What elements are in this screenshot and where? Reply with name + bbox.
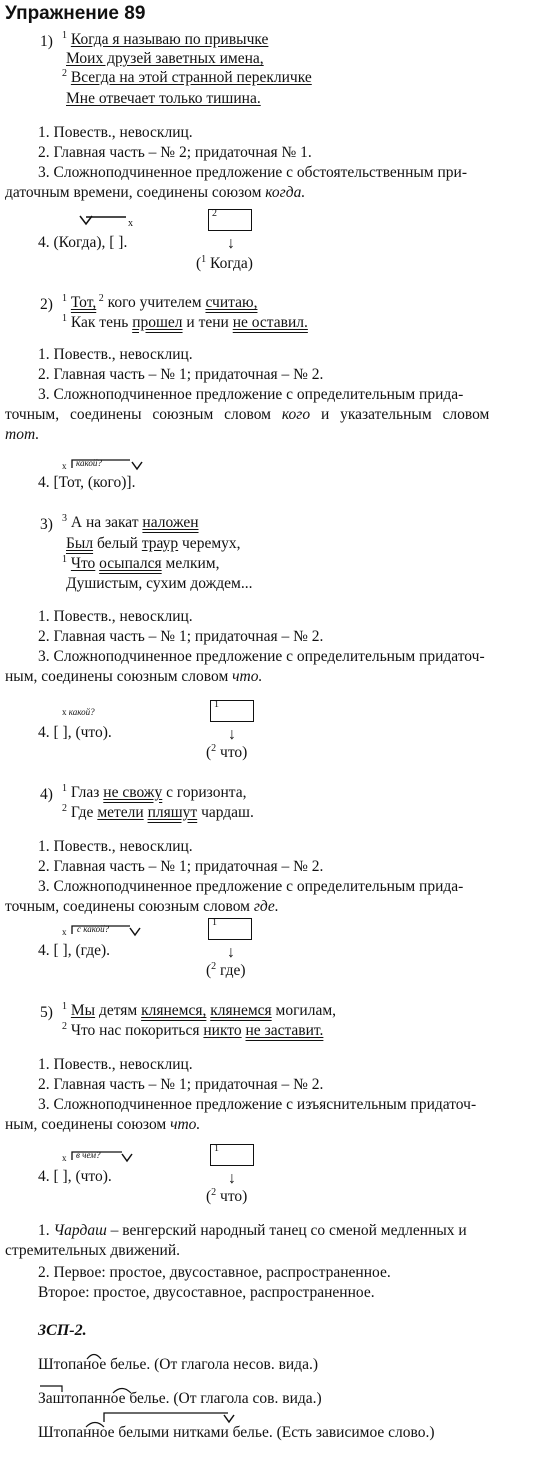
ex3-analysis-4 xyxy=(5,668,262,686)
ex5-analysis-4 xyxy=(5,1116,200,1134)
ex3-question: какой? xyxy=(68,707,95,717)
ex3-analysis-1: 1. Повеств., невосклиц. xyxy=(38,608,193,625)
ex4-down-arrow-icon: ↓ xyxy=(227,944,235,961)
ex5-word-klyanemsya-1: клянемся, xyxy=(141,1002,207,1019)
ex5-word-nikto: никто xyxy=(203,1022,242,1039)
ex1-line-1-text: Когда я называю по привычке xyxy=(70,31,269,48)
ex3-sub-text: что) xyxy=(220,744,248,761)
zsp-line-3: Штопанное белыми нитками белье. (Есть зависимое слово.) xyxy=(38,1424,435,1441)
ex3-text-1: А на закат xyxy=(70,514,139,531)
ex2-scheme: 4. [Тот, (кого)]. xyxy=(38,474,136,491)
ex5-text-3: Что нас покориться xyxy=(70,1022,200,1039)
ex3-number: 3) xyxy=(40,516,53,533)
ex5-sub: ($^2$ что) xyxy=(206,1186,248,1205)
ex5-word-my: Мы xyxy=(70,1002,96,1019)
ex4-text-2: с горизонта, xyxy=(166,784,247,801)
ex5-box xyxy=(210,1144,254,1166)
ex2-text-3: и тени xyxy=(186,314,229,331)
ex3-analysis-4-text: ным, соединены союзным словом xyxy=(5,668,229,685)
ex4-analysis-4-text: точным, соединены союзным словом xyxy=(5,898,250,915)
ex4-question: с какой? xyxy=(77,924,110,934)
svg-text:x: x xyxy=(62,461,67,471)
ex1-sub xyxy=(196,255,253,273)
ex1-box-number: 2 xyxy=(212,208,217,219)
ex1-analysis-4-text: даточным времени, соединены союзом xyxy=(5,184,262,201)
ex1-line-4: Мне отвечает только тишина. xyxy=(66,90,261,107)
ex5-analysis-3: 3. Сложноподчиненное предложение с изъяснительным придаточ- xyxy=(38,1096,477,1113)
ex4-analysis-4 xyxy=(5,898,279,916)
ex3-line-2 xyxy=(66,535,241,553)
ex3-down-arrow-icon: ↓ xyxy=(228,726,236,743)
ex4-text-4: чардаш. xyxy=(201,804,254,821)
ex5-analysis-2: 2. Главная часть – № 1; придаточная – № 2. xyxy=(38,1076,324,1093)
ex2-question: какой? xyxy=(76,458,102,468)
ex1-analysis-1: 1. Повеств., невосклиц. xyxy=(38,124,193,141)
ex2-analysis-2: 2. Главная часть – № 1; придаточная – № 2. xyxy=(38,366,324,383)
ex2-analysis-5 xyxy=(5,426,39,444)
ex4-word-plyashut: пляшут xyxy=(147,804,198,821)
note-2b: Второе: простое, двусоставное, распространенное. xyxy=(38,1284,375,1301)
note-1 xyxy=(38,1222,467,1240)
ex5-word-ne-zastavit: не заставит. xyxy=(245,1022,324,1039)
ex3-text-2: белый xyxy=(96,535,138,552)
ex1-sub-text: Когда) xyxy=(210,255,253,272)
ex1-line-3-text: Всегда на этой странной перекличке xyxy=(70,69,312,86)
ex3-word-byl: Был xyxy=(66,535,94,552)
ex3-chto-italic: что. xyxy=(232,668,263,685)
ex2-word-tot: Тот, xyxy=(70,294,97,311)
ex1-analysis-2: 2. Главная часть – № 2; придаточная № 1. xyxy=(38,144,312,161)
ex4-number: 4) xyxy=(40,786,53,803)
ex2-number: 2) xyxy=(40,296,53,313)
ex1-conj-mark-icon xyxy=(76,214,136,228)
ex4-text-1: Глаз xyxy=(70,784,100,801)
ex2-analysis-1: 1. Повеств., невосклиц. xyxy=(38,346,193,363)
ex3-line-1: $^3$ А на закат наложен xyxy=(62,512,199,531)
ex3-word-osypalsya: осыпался xyxy=(99,555,162,572)
note-1-text: – венгерский народный танец со сменой медленных и xyxy=(110,1222,467,1239)
ex2-line-1: $^1$ Тот, $^2$ кого учителем считаю, xyxy=(62,292,258,311)
ex3-sub: ($^2$ что) xyxy=(206,742,248,761)
ex4-analysis-2: 2. Главная часть – № 1; придаточная – № 2. xyxy=(38,858,324,875)
ex3-line-4: Душистым, сухим дождем... xyxy=(66,575,253,592)
svg-text:x: x xyxy=(62,927,67,937)
ex2-kogo: кого xyxy=(281,406,311,423)
svg-text:x: x xyxy=(62,1153,67,1163)
ex3-analysis-3: 3. Сложноподчиненное предложение с определительным придаточ- xyxy=(38,648,485,665)
ex4-box xyxy=(208,918,252,940)
ex2-text: кого учителем xyxy=(107,294,202,311)
ex5-chto-italic: что. xyxy=(170,1116,201,1133)
ex2-word-proshel: прошел xyxy=(132,314,183,331)
ex5-sub-text: что) xyxy=(220,1188,248,1205)
page-title: Упражнение 89 xyxy=(5,3,146,24)
ex1-number: 1) xyxy=(40,33,53,50)
ex5-down-arrow-icon: ↓ xyxy=(228,1170,236,1187)
ex5-number: 5) xyxy=(40,1004,53,1021)
ex2-analysis-4b: и указательным словом xyxy=(320,406,490,423)
ex5-word-klyanemsya-2: клянемся xyxy=(210,1002,272,1019)
ex4-sub-text: где) xyxy=(220,962,246,979)
ex5-text-1: детям xyxy=(98,1002,138,1019)
ex1-box xyxy=(208,209,252,231)
svg-text:x: x xyxy=(128,218,133,229)
ex1-sub-open: ( xyxy=(196,255,202,272)
ex3-question-row: x какой? xyxy=(62,707,95,717)
ex5-question: в чем? xyxy=(76,1150,101,1160)
zsp-line-1: Штопаное белье. (От глагола несов. вида.) xyxy=(38,1356,318,1373)
ex1-down-arrow-icon: ↓ xyxy=(227,235,235,252)
ex2-analysis-4-text: точным, соединены союзным словом xyxy=(5,406,271,423)
ex5-question-mark-icon xyxy=(62,1148,142,1164)
note-1-number: 1. xyxy=(38,1222,50,1239)
ex4-text-3: Где xyxy=(70,804,94,821)
ex1-scheme: 4. (Когда), [ ]. xyxy=(38,234,128,251)
ex4-gde-italic: где. xyxy=(253,898,279,915)
ex4-line-1: $^1$ Глаз не свожу с горизонта, xyxy=(62,782,247,801)
note-1-cont: стремительных движений. xyxy=(5,1242,181,1259)
ex1-conj: когда. xyxy=(265,184,306,201)
ex2-text-2: Как тень xyxy=(70,314,129,331)
ex1-analysis-4 xyxy=(5,184,305,202)
ex4-sub: ($^2$ где) xyxy=(206,960,246,979)
ex2-word-schitayu: считаю, xyxy=(205,294,258,311)
ex3-word-traur: траур xyxy=(141,535,179,552)
ex3-box-number: 1 xyxy=(214,699,219,710)
ex3-line-3: $^1$ Что осыпался мелким, xyxy=(62,553,220,572)
ex2-analysis-3: 3. Сложноподчиненное предложение с определительным прида- xyxy=(38,386,464,403)
ex3-analysis-2: 2. Главная часть – № 1; придаточная – № 2. xyxy=(38,628,324,645)
ex1-sub-sup: 1 xyxy=(201,253,207,265)
ex3-text-4: мелким, xyxy=(165,555,220,572)
ex2-word-ne-ostavil: не оставил. xyxy=(232,314,308,331)
zsp-heading: ЗСП-2. xyxy=(38,1322,87,1339)
ex1-line-1: $^1$ Когда я называю по привычке xyxy=(62,29,269,48)
ex5-text-2: могилам, xyxy=(275,1002,337,1019)
ex4-analysis-3: 3. Сложноподчиненное предложение с определительным прида- xyxy=(38,878,464,895)
ex4-line-2: $^2$ Где метели пляшут чардаш. xyxy=(62,802,254,821)
note-2a: 2. Первое: простое, двусоставное, распространенное. xyxy=(38,1264,391,1281)
ex3-word-nalozhen: наложен xyxy=(142,514,199,531)
ex3-scheme: 4. [ ], (что). xyxy=(38,724,112,741)
ex5-analysis-1: 1. Повеств., невосклиц. xyxy=(38,1056,193,1073)
ex5-analysis-4-text: ным, соединены союзом xyxy=(5,1116,167,1133)
ex4-box-number: 1 xyxy=(212,917,217,928)
ex1-line-3: $^2$ Всегда на этой странной перекличке xyxy=(62,67,312,86)
ex4-word-ne-svozhu: не свожу xyxy=(103,784,163,801)
ex3-word-chto: Что xyxy=(70,555,96,572)
ex2-line-2: $^1$ Как тень прошел и тени не оставил. xyxy=(62,312,308,331)
ex4-scheme: 4. [ ], (где). xyxy=(38,942,110,959)
ex5-line-2: $^2$ Что нас покориться никто не заставит. xyxy=(62,1020,324,1039)
ex3-box xyxy=(210,700,254,722)
zsp-line-2: Заштопанное белье. (От глагола сов. вида.) xyxy=(38,1390,322,1407)
ex2-analysis-4 xyxy=(5,406,489,424)
ex5-box-number: 1 xyxy=(214,1143,219,1154)
ex5-line-1: $^1$ Мы детям клянемся, клянемся могилам, xyxy=(62,1000,337,1019)
ex5-scheme: 4. [ ], (что). xyxy=(38,1168,112,1185)
ex2-tot-italic: тот. xyxy=(5,426,40,443)
ex3-text-3: черемух, xyxy=(182,535,241,552)
ex1-line-2: Моих друзей заветных имена, xyxy=(66,50,264,67)
ex4-analysis-1: 1. Повеств., невосклиц. xyxy=(38,838,193,855)
ex1-analysis-3: 3. Сложноподчиненное предложение с обстоятельственным при- xyxy=(38,164,467,181)
note-1-term: Чардаш xyxy=(53,1222,107,1239)
ex4-word-meteli: метели xyxy=(97,804,144,821)
